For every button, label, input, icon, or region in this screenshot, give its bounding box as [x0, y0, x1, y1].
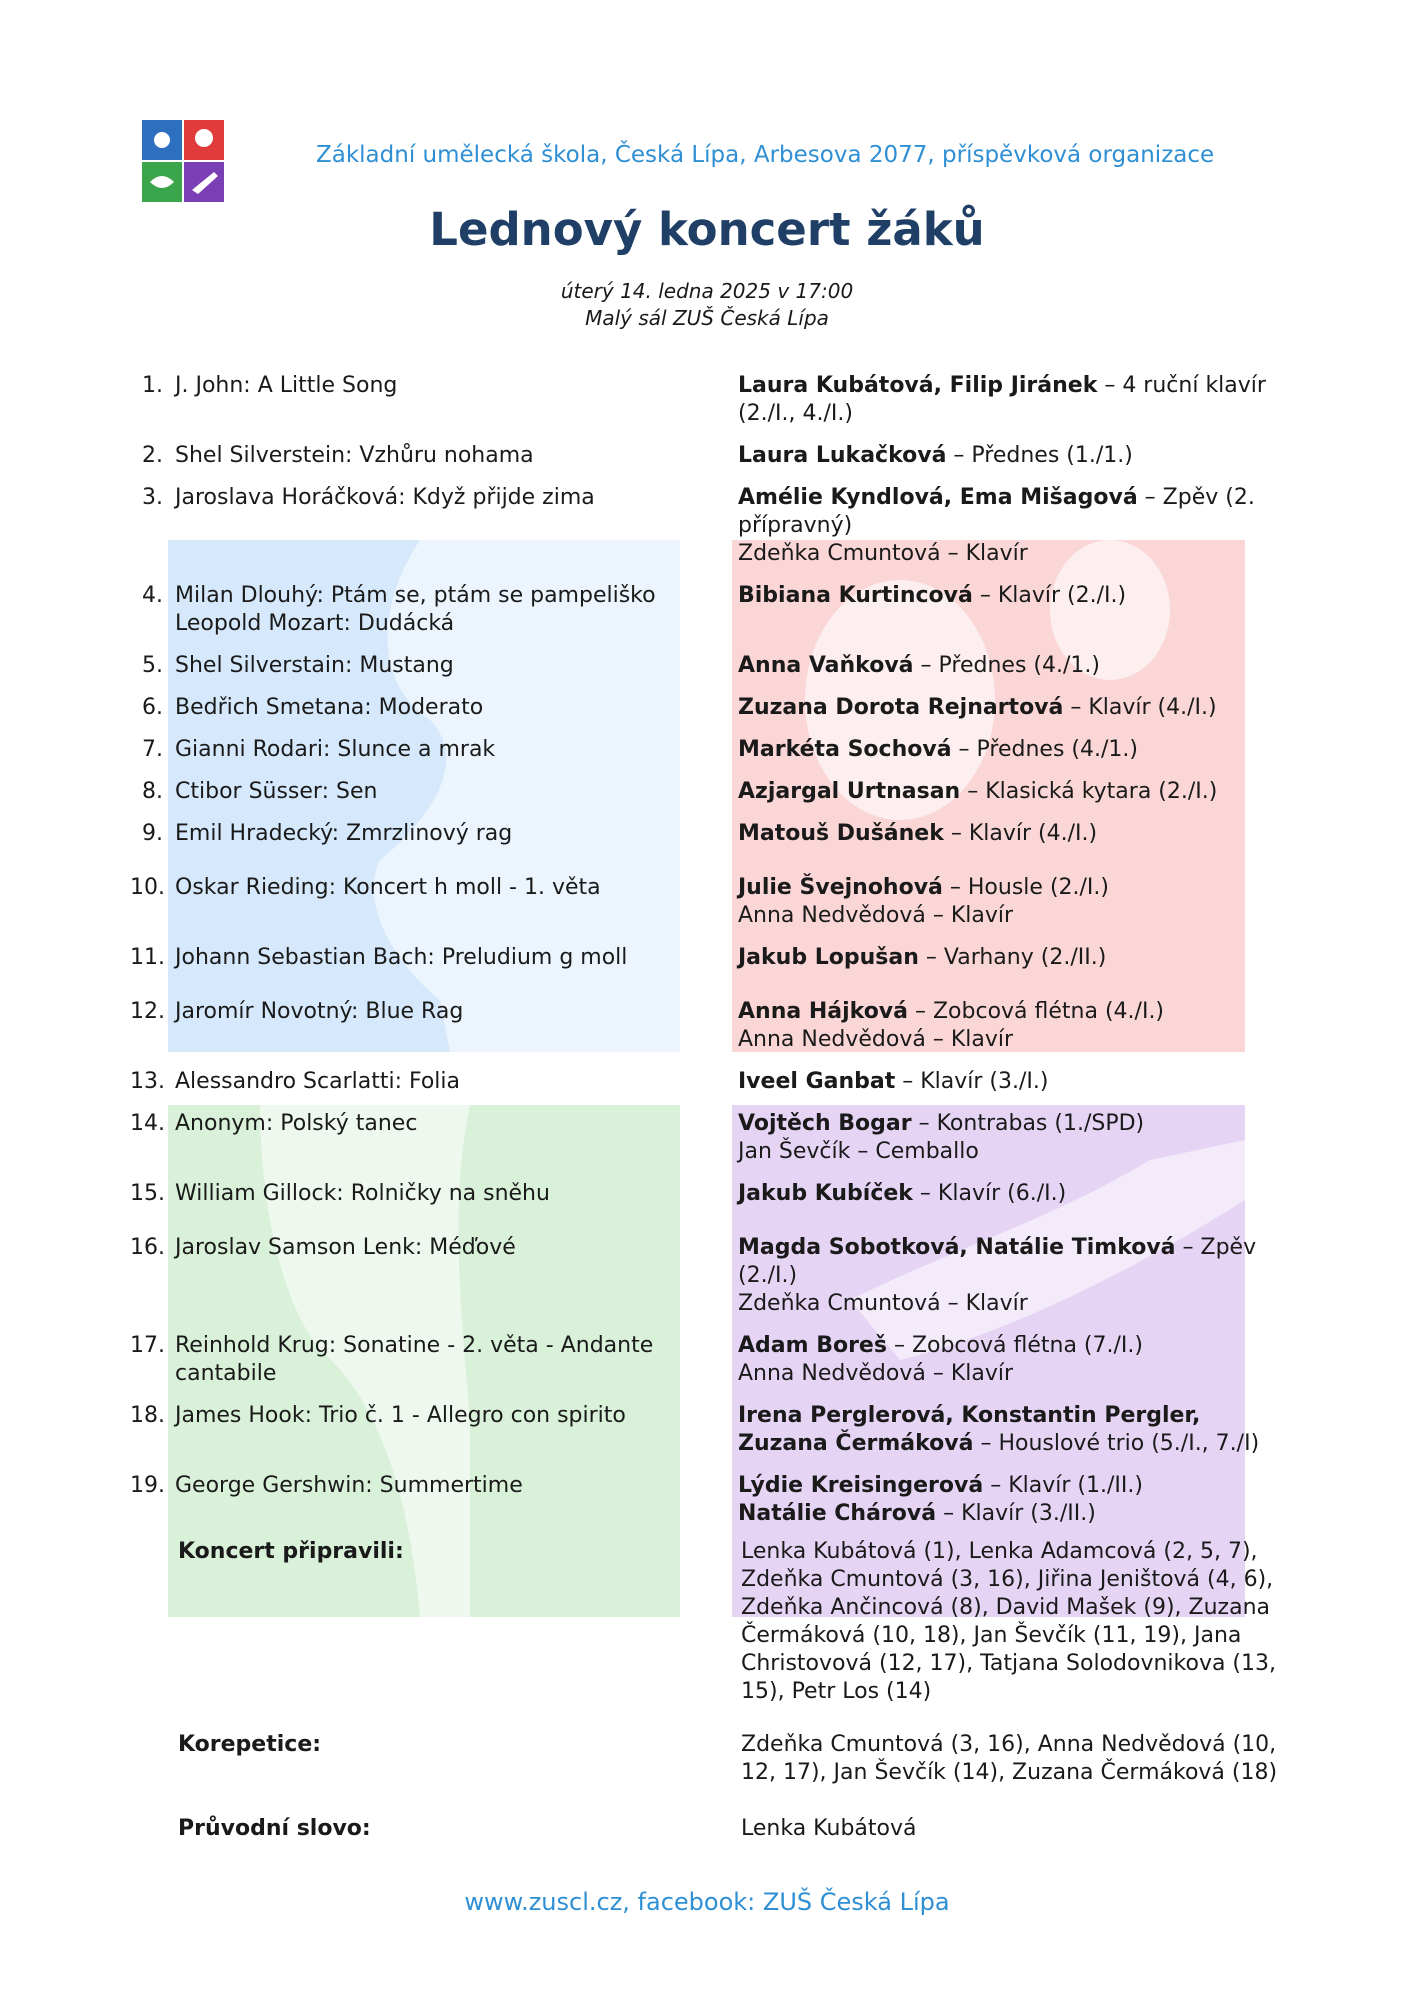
program-performers	[738, 944, 1278, 972]
performer-name: Adam Boreš	[738, 1333, 887, 1358]
credits-korepetice-label: Korepetice:	[178, 1732, 322, 1757]
performer-name: Irena Perglerová, Konstantin Pergler, Zuzana Čermáková	[738, 1403, 1201, 1456]
program-performers	[738, 874, 1278, 930]
performer-name: Bibiana Kurtincová	[738, 583, 973, 608]
performer-name: Amélie Kyndlová, Ema Mišagová	[738, 485, 1138, 510]
program-performers	[738, 736, 1278, 764]
program-row	[130, 442, 1340, 470]
program-piece	[175, 1110, 738, 1166]
performer-detail: – Přednes (1./1.)	[946, 443, 1133, 468]
performer-detail: – Klasická kytara (2./I.)	[960, 779, 1218, 804]
program-row	[130, 372, 1340, 428]
performer-line	[738, 1026, 1278, 1054]
performer-detail: – Klavír (3./I.)	[895, 1069, 1049, 1094]
program-performers	[738, 694, 1278, 722]
performer-detail: – Zobcová flétna (7./I.)	[886, 1333, 1143, 1358]
program-piece	[175, 874, 738, 930]
performer-name: Jakub Lopušan	[738, 945, 919, 970]
program-performers	[738, 1402, 1278, 1458]
program-piece-line: Jaroslava Horáčková: Když přijde zima	[175, 485, 595, 510]
program-row	[130, 820, 1340, 848]
program-piece	[175, 1234, 738, 1318]
performer-line	[738, 540, 1278, 568]
program-performers	[738, 1068, 1278, 1096]
performer-name: Markéta Sochová	[738, 737, 952, 762]
performer-line	[738, 778, 1278, 806]
performer-line	[738, 442, 1278, 470]
program-piece	[175, 1180, 738, 1208]
page-title: Lednový koncert žáků	[429, 203, 985, 256]
program-performers	[738, 1472, 1278, 1528]
performer-detail: – 4 ruční klavír (2./I., 4./I.)	[738, 373, 1266, 426]
program-number: 11.	[130, 945, 165, 970]
performer-line	[738, 372, 1278, 428]
program-piece-line: Ctibor Süsser: Sen	[175, 779, 378, 804]
program-row	[130, 778, 1340, 806]
program-piece-line: Jaroslav Samson Lenk: Méďové	[175, 1235, 516, 1260]
program-piece-line: Milan Dlouhý: Ptám se, ptám se pampeliško	[175, 583, 656, 608]
program-row	[130, 998, 1340, 1054]
program-number: 1.	[142, 373, 163, 398]
program-piece-line: Gianni Rodari: Slunce a mrak	[175, 737, 496, 762]
program-performers	[738, 998, 1278, 1054]
program-performers	[738, 652, 1278, 680]
performer-line	[738, 1138, 1278, 1166]
performer-detail: Anna Nedvědová – Klavír	[738, 1361, 1014, 1386]
performer-detail: Anna Nedvědová – Klavír	[738, 1027, 1014, 1052]
program-row	[130, 1402, 1340, 1458]
program-row	[130, 1180, 1340, 1208]
performer-line	[738, 1332, 1278, 1360]
performer-detail: – Přednes (4./1.)	[951, 737, 1138, 762]
program-performers	[738, 778, 1278, 806]
program-number: 17.	[130, 1333, 165, 1358]
performer-detail: – Varhany (2./II.)	[918, 945, 1107, 970]
program-piece-line: Shel Silverstein: Vzhůru nohama	[175, 443, 534, 468]
program-number: 13.	[130, 1069, 165, 1094]
program-piece-line: William Gillock: Rolničky na sněhu	[175, 1181, 550, 1206]
program-piece-line: George Gershwin: Summertime	[175, 1473, 523, 1498]
performer-detail: Zdeňka Cmuntová – Klavír	[738, 1291, 1028, 1316]
program-piece-line: Johann Sebastian Bach: Preludium g moll	[175, 945, 628, 970]
performer-line	[738, 582, 1278, 610]
program-piece-line: Jaromír Novotný: Blue Rag	[175, 999, 464, 1024]
performer-name: Laura Kubátová, Filip Jiránek	[738, 373, 1098, 398]
performer-line	[738, 1290, 1278, 1318]
program-piece	[175, 1402, 738, 1458]
program-performers	[738, 1332, 1278, 1388]
performer-name: Lýdie Kreisingerová	[738, 1473, 984, 1498]
program-row	[130, 1472, 1340, 1528]
performer-name: Natálie Chárová	[738, 1501, 937, 1526]
program-performers	[738, 1180, 1278, 1208]
program-number: 19.	[130, 1473, 165, 1498]
event-venue: Malý sál ZUŠ Česká Lípa	[585, 306, 829, 330]
performer-detail: – Kontrabas (1./SPD)	[911, 1111, 1145, 1136]
program-piece	[175, 944, 738, 972]
program-row	[130, 874, 1340, 930]
program-piece-line: Oskar Rieding: Koncert h moll - 1. věta	[175, 875, 601, 900]
performer-line	[738, 820, 1278, 848]
performer-name: Azjargal Urtnasan	[738, 779, 961, 804]
performer-line	[738, 1472, 1278, 1500]
program-number: 16.	[130, 1235, 165, 1260]
performer-detail: – Přednes (4./1.)	[913, 653, 1100, 678]
program-number: 12.	[130, 999, 165, 1024]
performer-name: Zuzana Dorota Rejnartová	[738, 695, 1064, 720]
credits-slovo-label: Průvodní slovo:	[178, 1816, 371, 1841]
program-piece	[175, 652, 738, 680]
credits-slovo	[178, 1815, 1338, 1843]
performer-name: Matouš Dušánek	[738, 821, 944, 846]
performer-name: Julie Švejnohová	[738, 875, 943, 900]
credits-prepared-label: Koncert připravili:	[178, 1539, 404, 1564]
event-date-venue	[0, 278, 1414, 332]
program-row	[130, 694, 1340, 722]
performer-line	[738, 1234, 1278, 1290]
performer-line	[738, 1500, 1278, 1528]
credits-korepetice	[178, 1731, 1338, 1787]
program-number: 18.	[130, 1403, 165, 1428]
performer-detail: Jan Ševčík – Cemballo	[738, 1139, 979, 1164]
performer-detail: – Klavír (4./I.)	[1063, 695, 1217, 720]
program-piece	[175, 1332, 738, 1388]
program-number: 14.	[130, 1111, 165, 1136]
performer-name: Vojtěch Bogar	[738, 1111, 912, 1136]
performer-detail: – Klavír (2./I.)	[972, 583, 1127, 608]
credits-prepared-value: Lenka Kubátová (1), Lenka Adamcová (2, 5, 7), Zdeňka Cmuntová (3, 16), Jiřina Jeništová (4, 6), Zdeňka Ančincová (8), David Mašek (9), Zuzana Čermáková (10, 18), Jan Ševčík (11, 19), Jana Christovová (12, 17), Tatjana Solodovnikova (13, 15), Petr Los (14)	[741, 1539, 1277, 1704]
performer-detail: – Klavír (1./II.)	[983, 1473, 1143, 1498]
performer-line	[738, 998, 1278, 1026]
performer-line	[738, 1402, 1278, 1458]
performer-detail: – Klavír (3./II.)	[936, 1501, 1096, 1526]
performer-detail: – Zobcová flétna (4./I.)	[908, 999, 1165, 1024]
performer-name: Iveel Ganbat	[738, 1069, 896, 1094]
performer-detail: – Klavír (4./I.)	[943, 821, 1098, 846]
program-performers	[738, 484, 1278, 568]
program-number: 7.	[142, 737, 163, 762]
performer-line	[738, 1180, 1278, 1208]
program-performers	[738, 582, 1278, 638]
performer-detail: Zdeňka Cmuntová – Klavír	[738, 541, 1028, 566]
performer-line	[738, 484, 1278, 540]
program-row	[130, 652, 1340, 680]
program-piece	[175, 736, 738, 764]
program-row	[130, 1068, 1340, 1096]
performer-line	[738, 944, 1278, 972]
program-number: 4.	[142, 583, 163, 608]
program-number: 8.	[142, 779, 163, 804]
program-piece	[175, 442, 738, 470]
program-row	[130, 484, 1340, 568]
performer-name: Laura Lukačková	[738, 443, 947, 468]
performer-line	[738, 874, 1278, 902]
program-row	[130, 1110, 1340, 1166]
performer-line	[738, 736, 1278, 764]
performer-line	[738, 902, 1278, 930]
program-number: 15.	[130, 1181, 165, 1206]
program-piece-line: Bedřich Smetana: Moderato	[175, 695, 484, 720]
school-name: Základní umělecká škola, Česká Lípa, Arbesova 2077, příspěvková organizace	[316, 142, 1215, 168]
program-piece	[175, 998, 738, 1054]
program-piece-line: Alessandro Scarlatti: Folia	[175, 1069, 461, 1094]
program-piece	[175, 778, 738, 806]
program-number: 6.	[142, 695, 163, 720]
program-piece-line: Shel Silverstain: Mustang	[175, 653, 454, 678]
school-logo	[142, 120, 224, 202]
performer-line	[738, 1110, 1278, 1138]
performer-line	[738, 1360, 1278, 1388]
program-piece	[175, 484, 738, 568]
program-piece-line: Reinhold Krug: Sonatine - 2. věta - Andante cantabile	[175, 1333, 654, 1386]
program-piece	[175, 1068, 738, 1096]
program-piece-line: Leopold Mozart: Dudácká	[175, 611, 455, 636]
performer-detail: – Zpěv (2. přípravný)	[738, 485, 1255, 538]
performer-line	[738, 694, 1278, 722]
performer-name: Anna Hájková	[738, 999, 908, 1024]
performer-name: Jakub Kubíček	[738, 1181, 913, 1206]
program-row	[130, 1234, 1340, 1318]
performer-line	[738, 652, 1278, 680]
event-date: úterý 14. ledna 2025 v 17:00	[560, 279, 854, 303]
program-number: 9.	[142, 821, 163, 846]
program-piece-line: James Hook: Trio č. 1 - Allegro con spirito	[175, 1403, 626, 1428]
performer-detail: – Housle (2./I.)	[942, 875, 1109, 900]
program-performers	[738, 372, 1278, 428]
program-performers	[738, 442, 1278, 470]
program-number: 3.	[142, 485, 163, 510]
program-row	[130, 736, 1340, 764]
program-row	[130, 1332, 1340, 1388]
program-row	[130, 944, 1340, 972]
performer-detail: Anna Nedvědová – Klavír	[738, 903, 1014, 928]
performer-name: Magda Sobotková, Natálie Timková	[738, 1235, 1176, 1260]
performer-detail: – Zpěv (2./I.)	[738, 1235, 1257, 1288]
program-performers	[738, 1110, 1278, 1166]
program-number: 10.	[130, 875, 165, 900]
program-piece	[175, 582, 738, 638]
credits-prepared	[178, 1538, 1338, 1706]
program-list	[130, 372, 1340, 1528]
program-number: 5.	[142, 653, 163, 678]
program-performers	[738, 820, 1278, 848]
program-piece	[175, 1472, 738, 1528]
program-piece-line: J. John: A Little Song	[175, 373, 398, 398]
performer-detail: – Klavír (6./I.)	[912, 1181, 1067, 1206]
program-row	[130, 582, 1340, 638]
program-piece	[175, 694, 738, 722]
performer-detail: – Houslové trio (5./I., 7./I)	[973, 1431, 1260, 1456]
program-piece-line: Emil Hradecký: Zmrzlinový rag	[175, 821, 513, 846]
performer-name: Anna Vaňková	[738, 653, 914, 678]
footer-links: www.zuscl.cz, facebook: ZUŠ Česká Lípa	[464, 1888, 950, 1916]
program-piece	[175, 820, 738, 848]
credits-slovo-value: Lenka Kubátová	[741, 1816, 917, 1841]
program-number: 2.	[142, 443, 163, 468]
performer-line	[738, 1068, 1278, 1096]
program-piece	[175, 372, 738, 428]
credits-korepetice-value: Zdeňka Cmuntová (3, 16), Anna Nedvědová (10, 12, 17), Jan Ševčík (14), Zuzana Čermáková (18)	[741, 1732, 1278, 1785]
program-performers	[738, 1234, 1278, 1318]
program-piece-line: Anonym: Polský tanec	[175, 1111, 418, 1136]
